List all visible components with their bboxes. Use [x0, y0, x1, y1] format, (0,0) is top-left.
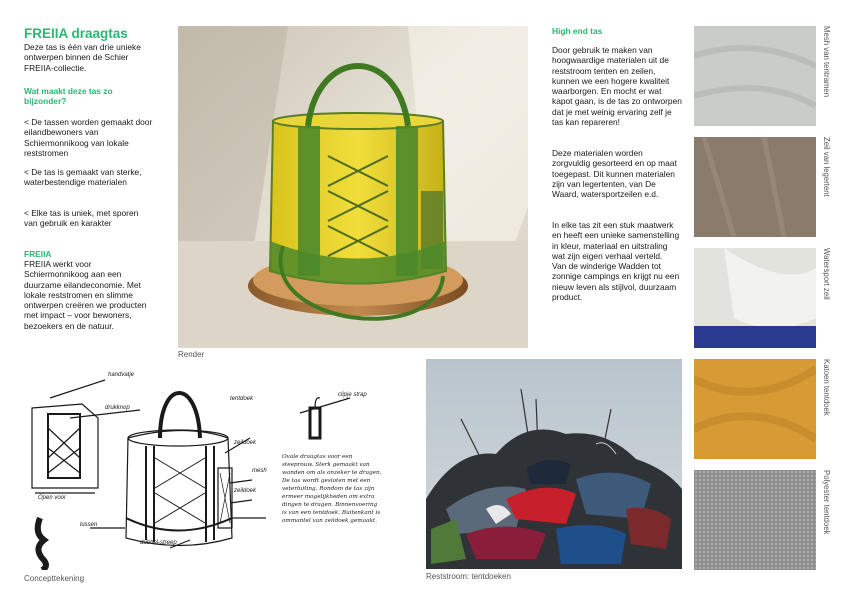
high-end-para-2: Deze materialen worden zorgvuldig gesorteerd en op maat toegepast. Dit kunnen materialen zijn van legertenten, van De Waard, watersportzeilen e.d. [552, 148, 677, 200]
high-end-heading: High end tas [552, 26, 603, 36]
freiia-heading: FREIIA [24, 249, 52, 259]
page-title: FREIIA draagtas [24, 26, 128, 41]
question-heading: Wat maakt deze tas zo bijzonder? [24, 86, 113, 107]
swatch-label-polyester: Polyester tentdoek [822, 470, 831, 535]
point-3: < Elke tas is uniek, met sporen van gebruik en karakter [24, 208, 139, 229]
sketch-label-mesh: mesh [252, 468, 267, 474]
sketch-caption: Concepttekening [24, 574, 85, 583]
point-2: < De tas is gemaakt van sterke, waterbestendige materialen [24, 167, 142, 188]
intro-text: Deze tas is één van drie unieke ontwerpen binnen de Schier FREIIA-collectie. [24, 42, 141, 73]
sketch-label-dubbel-strap: dubbel-streep [140, 540, 177, 546]
high-end-para-1: Door gebruik te maken van hoogwaardige materialen uit de reststroom tenten en zeilen, kunnen we een hogere kwaliteit waarborgen. En mocht er wat kapot gaan, is de tas zo ontworpen dat je met weinig ervaring zelf je tas kan repareren! [552, 45, 682, 128]
swatch-label-zeil: Zeil van legertent [822, 137, 831, 197]
sketch-label-clip: clipje strap [338, 392, 367, 398]
sketch-label-open-voor: Open voor [38, 495, 67, 501]
swatch-katoen [694, 359, 816, 459]
point-1: < De tassen worden gemaakt door eilandbewoners van Schiermonnikoog van lokale reststromen [24, 117, 153, 158]
freiia-text: FREIIA werkt voor Schiermonnikoog aan een duurzame eilandeconomie. Met lokale reststromen en slimme ontwerpen creëren we producten met impact – voor bewoners, bezoekers en de natuur. [24, 259, 147, 331]
swatch-label-watersport: Watersport zeil [822, 248, 831, 300]
sketch-label-tentdoek: tentdoek [230, 396, 254, 402]
swatch-label-katoen: Katoen tentdoek [822, 359, 831, 416]
sketch-label-handvatje: handvatje [108, 372, 135, 378]
render-image [178, 26, 528, 348]
sketch-notes: Ovale draagtas voor een steeprouw. Sterk gemaakt van wanden om als onzeker te dragen. De tas wordt gesloten met een veterluiting. Rondom de tas zijn ermeer mogelijkheden om extra dingen te dragen. Binnenvoering is van een tentdoek. Buitenkant is ommantel van zeildoek gemaakt. [282, 454, 382, 524]
high-end-para-3: In elke tas zit een stuk maatwerk en heeft een unieke samenstelling in kleur, materiaal en uitstraling wat zijn eigen verhaal verteld. Van de winderige Wadden tot zonnige campings en krijgt nu een nieuw leven als stijlvol, duurzaam product. [552, 220, 680, 303]
reststroom-photo [426, 359, 682, 569]
sketch-label-drukknop: drukknop [105, 405, 130, 411]
swatch-zeil [694, 137, 816, 237]
swatch-label-mesh: Mesh van tentramen [822, 26, 831, 98]
swatch-watersport [694, 248, 816, 348]
sketch-label-lussen: lussen [80, 522, 98, 528]
sketch-label-zeildoek: zeildoek [234, 440, 257, 446]
concept-sketch [20, 368, 400, 570]
reststroom-caption: Reststroom: tentdoeken [426, 572, 511, 581]
swatch-mesh [694, 26, 816, 126]
render-caption: Render [178, 350, 205, 359]
sketch-label-zeildoek-2: zeildoek [234, 488, 257, 494]
swatch-polyester [694, 470, 816, 570]
